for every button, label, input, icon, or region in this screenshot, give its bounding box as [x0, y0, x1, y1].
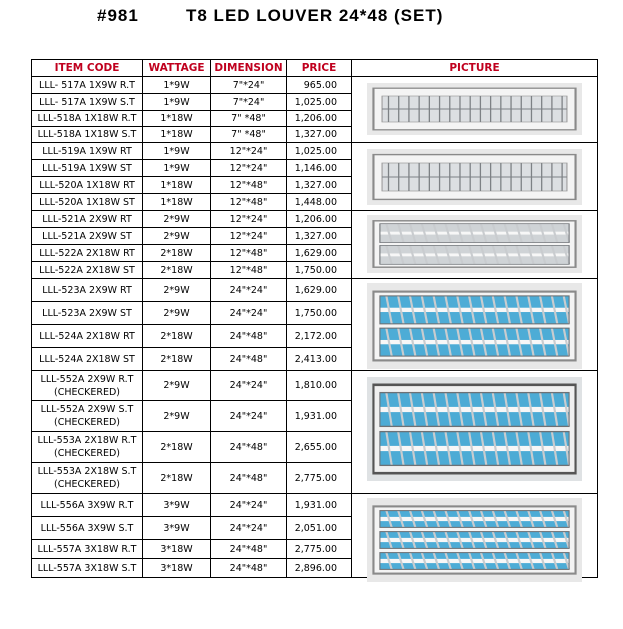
dimension-cell: 12"*48": [211, 262, 287, 279]
document-title: [0, 6, 623, 32]
picture-cell: [352, 279, 598, 371]
picture-cell: [352, 494, 598, 578]
wattage-cell: 2*9W: [143, 401, 211, 432]
price-value: 1,025.00: [294, 145, 337, 157]
price-value: 2,172.00: [294, 330, 337, 342]
wattage-cell: 2*18W: [143, 463, 211, 494]
item-code-cell: [32, 177, 143, 194]
price-cell: [287, 371, 352, 401]
item-code-cell: [32, 211, 143, 228]
wattage-cell: 2*18W: [143, 432, 211, 463]
item-code-cell: [32, 517, 143, 540]
price-value: 1,206.00: [294, 213, 337, 225]
louver-fixture-image: [367, 83, 582, 135]
item-code: LLL-556A 3X9W R.T: [40, 499, 134, 511]
item-code-cell: [32, 127, 143, 143]
wattage-cell: 2*18W: [143, 262, 211, 279]
price-cell: [287, 245, 352, 262]
item-code: LLL-552A 2X9W R.T: [40, 373, 134, 385]
dimension-cell: 7"*24": [211, 77, 287, 94]
item-code: LLL-519A 1X9W ST: [42, 162, 132, 174]
dimension-cell: 12"*48": [211, 194, 287, 211]
price-cell: [287, 127, 352, 143]
item-code: LLL-520A 1X18W RT: [39, 179, 135, 191]
item-code: LLL-557A 3X18W S.T: [37, 562, 137, 574]
item-code-cell: [32, 245, 143, 262]
price-value: 1,327.00: [294, 230, 337, 242]
picture-cell: [352, 371, 598, 494]
price-cell: [287, 177, 352, 194]
price-value: 1,629.00: [294, 284, 337, 296]
dimension-cell: 24"*48": [211, 540, 287, 559]
price-value: 1,810.00: [294, 380, 337, 391]
item-code: LLL-518A 1X18W R.T: [37, 113, 137, 124]
item-code-cell: [32, 228, 143, 245]
dimension-cell: 12"*24": [211, 211, 287, 228]
price-value: 1,629.00: [294, 247, 337, 259]
price-value: 1,146.00: [294, 162, 337, 174]
item-code-cell: [32, 559, 143, 578]
item-code-cell: [32, 111, 143, 127]
price-value: 1,327.00: [294, 129, 337, 140]
item-code-cell: [32, 302, 143, 325]
wattage-cell: 1*18W: [143, 127, 211, 143]
item-note: (CHECKERED): [54, 417, 120, 428]
wattage-cell: 2*9W: [143, 228, 211, 245]
price-value: 2,775.00: [294, 543, 337, 555]
dimension-cell: 24"*24": [211, 494, 287, 517]
wattage-cell: 3*9W: [143, 494, 211, 517]
header-price: PRICE: [287, 60, 352, 77]
item-note: (CHECKERED): [54, 479, 120, 490]
catalog-number: #981: [97, 6, 139, 25]
price-cell: [287, 302, 352, 325]
price-cell: [287, 517, 352, 540]
item-code-cell: [32, 494, 143, 517]
dimension-cell: 24"*48": [211, 325, 287, 348]
item-code: LLL-553A 2X18W R.T: [37, 435, 137, 446]
dimension-cell: 12"*24": [211, 160, 287, 177]
item-code-cell: [32, 540, 143, 559]
item-code-cell: [32, 94, 143, 111]
item-code: LLL-522A 2X18W ST: [39, 264, 135, 276]
dimension-cell: 24"*48": [211, 463, 287, 494]
item-code-cell: [32, 160, 143, 177]
price-cell: [287, 94, 352, 111]
dimension-cell: 24"*24": [211, 302, 287, 325]
price-cell: [287, 111, 352, 127]
wattage-cell: 2*9W: [143, 279, 211, 302]
price-cell: [287, 494, 352, 517]
price-value: 1,448.00: [294, 196, 337, 208]
picture-cell: [352, 211, 598, 279]
dimension-cell: 12"*24": [211, 228, 287, 245]
item-code-cell: [32, 371, 143, 401]
item-code: LLL-521A 2X9W RT: [42, 213, 132, 225]
wattage-cell: 1*9W: [143, 77, 211, 94]
header-wattage: WATTAGE: [143, 60, 211, 77]
item-code: LLL-521A 2X9W ST: [42, 230, 132, 242]
header-item-code: ITEM CODE: [32, 60, 143, 77]
wattage-cell: 1*18W: [143, 111, 211, 127]
price-cell: [287, 401, 352, 432]
louver-fixture-image: [367, 377, 582, 481]
wattage-cell: 1*18W: [143, 194, 211, 211]
price-value: 2,413.00: [294, 353, 337, 365]
item-code: LLL- 517A 1X9W R.T: [39, 79, 135, 91]
dimension-cell: 12"*24": [211, 143, 287, 160]
catalog-heading: T8 LED LOUVER 24*48 (SET): [186, 6, 444, 25]
price-value: 2,775.00: [294, 472, 337, 484]
item-code: LLL-553A 2X18W S.T: [37, 466, 137, 477]
item-code-cell: [32, 279, 143, 302]
louver-fixture-image: [367, 498, 582, 582]
price-value: 1,931.00: [294, 410, 337, 422]
price-value: 1,025.00: [294, 96, 337, 108]
price-value: 1,750.00: [294, 307, 337, 319]
picture-cell: [352, 77, 598, 143]
price-cell: [287, 463, 352, 494]
price-value: 2,896.00: [294, 562, 337, 574]
item-code: LLL-518A 1X18W S.T: [37, 129, 137, 140]
louver-fixture-image: [367, 215, 582, 273]
item-code-cell: [32, 194, 143, 211]
item-code-cell: [32, 432, 143, 463]
item-code-cell: [32, 401, 143, 432]
wattage-cell: 2*9W: [143, 371, 211, 401]
price-cell: [287, 211, 352, 228]
dimension-cell: 7"*24": [211, 94, 287, 111]
item-code: LLL- 517A 1X9W S.T: [39, 96, 135, 108]
dimension-cell: 24"*24": [211, 279, 287, 302]
dimension-cell: 24"*24": [211, 401, 287, 432]
table-row: [32, 143, 598, 160]
item-code: LLL-523A 2X9W RT: [42, 284, 132, 296]
wattage-cell: 1*18W: [143, 177, 211, 194]
wattage-cell: 2*18W: [143, 348, 211, 371]
wattage-cell: 2*9W: [143, 302, 211, 325]
price-cell: [287, 262, 352, 279]
price-cell: [287, 348, 352, 371]
header-picture: PICTURE: [352, 60, 598, 77]
item-code: LLL-523A 2X9W ST: [42, 307, 132, 319]
item-code: LLL-522A 2X18W RT: [39, 247, 135, 259]
table-row: [32, 494, 598, 517]
item-code: LLL-519A 1X9W RT: [42, 145, 132, 157]
dimension-cell: 12"*48": [211, 177, 287, 194]
price-cell: [287, 279, 352, 302]
table-row: [32, 279, 598, 302]
item-code: LLL-556A 3X9W S.T: [40, 522, 134, 534]
louver-fixture-image: [367, 149, 582, 205]
item-note: (CHECKERED): [54, 448, 120, 459]
wattage-cell: 1*9W: [143, 143, 211, 160]
dimension-cell: 24"*48": [211, 348, 287, 371]
dimension-cell: 24"*24": [211, 517, 287, 540]
dimension-cell: 24"*48": [211, 432, 287, 463]
price-value: 1,931.00: [294, 499, 337, 511]
price-cell: [287, 77, 352, 94]
item-note: (CHECKERED): [54, 386, 120, 398]
item-code: LLL-524A 2X18W ST: [39, 353, 135, 365]
price-value: 2,051.00: [294, 522, 337, 534]
dimension-cell: 24"*48": [211, 559, 287, 578]
picture-cell: [352, 143, 598, 211]
price-value: 1,206.00: [294, 113, 337, 124]
item-code: LLL-520A 1X18W ST: [39, 196, 135, 208]
price-table: [31, 59, 598, 578]
wattage-cell: 2*18W: [143, 325, 211, 348]
dimension-cell: 7" *48": [211, 127, 287, 143]
wattage-cell: 1*9W: [143, 94, 211, 111]
wattage-cell: 3*9W: [143, 517, 211, 540]
louver-fixture-image: [367, 283, 582, 369]
table-row: [32, 211, 598, 228]
item-code: LLL-524A 2X18W RT: [39, 330, 135, 342]
item-code-cell: [32, 325, 143, 348]
price-value: 1,327.00: [294, 179, 337, 191]
wattage-cell: 1*9W: [143, 160, 211, 177]
price-cell: [287, 194, 352, 211]
wattage-cell: 2*9W: [143, 211, 211, 228]
price-cell: [287, 160, 352, 177]
price-value: 965.00: [303, 79, 337, 91]
item-code-cell: [32, 77, 143, 94]
table-row: [32, 77, 598, 94]
item-code-cell: [32, 143, 143, 160]
item-code-cell: [32, 262, 143, 279]
wattage-cell: 3*18W: [143, 540, 211, 559]
table-header-row: [32, 60, 598, 77]
price-cell: [287, 143, 352, 160]
dimension-cell: 7" *48": [211, 111, 287, 127]
price-value: 1,750.00: [294, 264, 337, 276]
wattage-cell: 3*18W: [143, 559, 211, 578]
dimension-cell: 12"*48": [211, 245, 287, 262]
price-cell: [287, 432, 352, 463]
table-row: [32, 371, 598, 401]
price-value: 2,655.00: [294, 441, 337, 453]
header-dimension: DIMENSION: [211, 60, 287, 77]
price-cell: [287, 325, 352, 348]
dimension-cell: 24"*24": [211, 371, 287, 401]
price-cell: [287, 559, 352, 578]
wattage-cell: 2*18W: [143, 245, 211, 262]
item-code: LLL-557A 3X18W R.T: [37, 543, 137, 555]
item-code-cell: [32, 348, 143, 371]
price-cell: [287, 540, 352, 559]
price-cell: [287, 228, 352, 245]
item-code: LLL-552A 2X9W S.T: [40, 404, 134, 415]
item-code-cell: [32, 463, 143, 494]
